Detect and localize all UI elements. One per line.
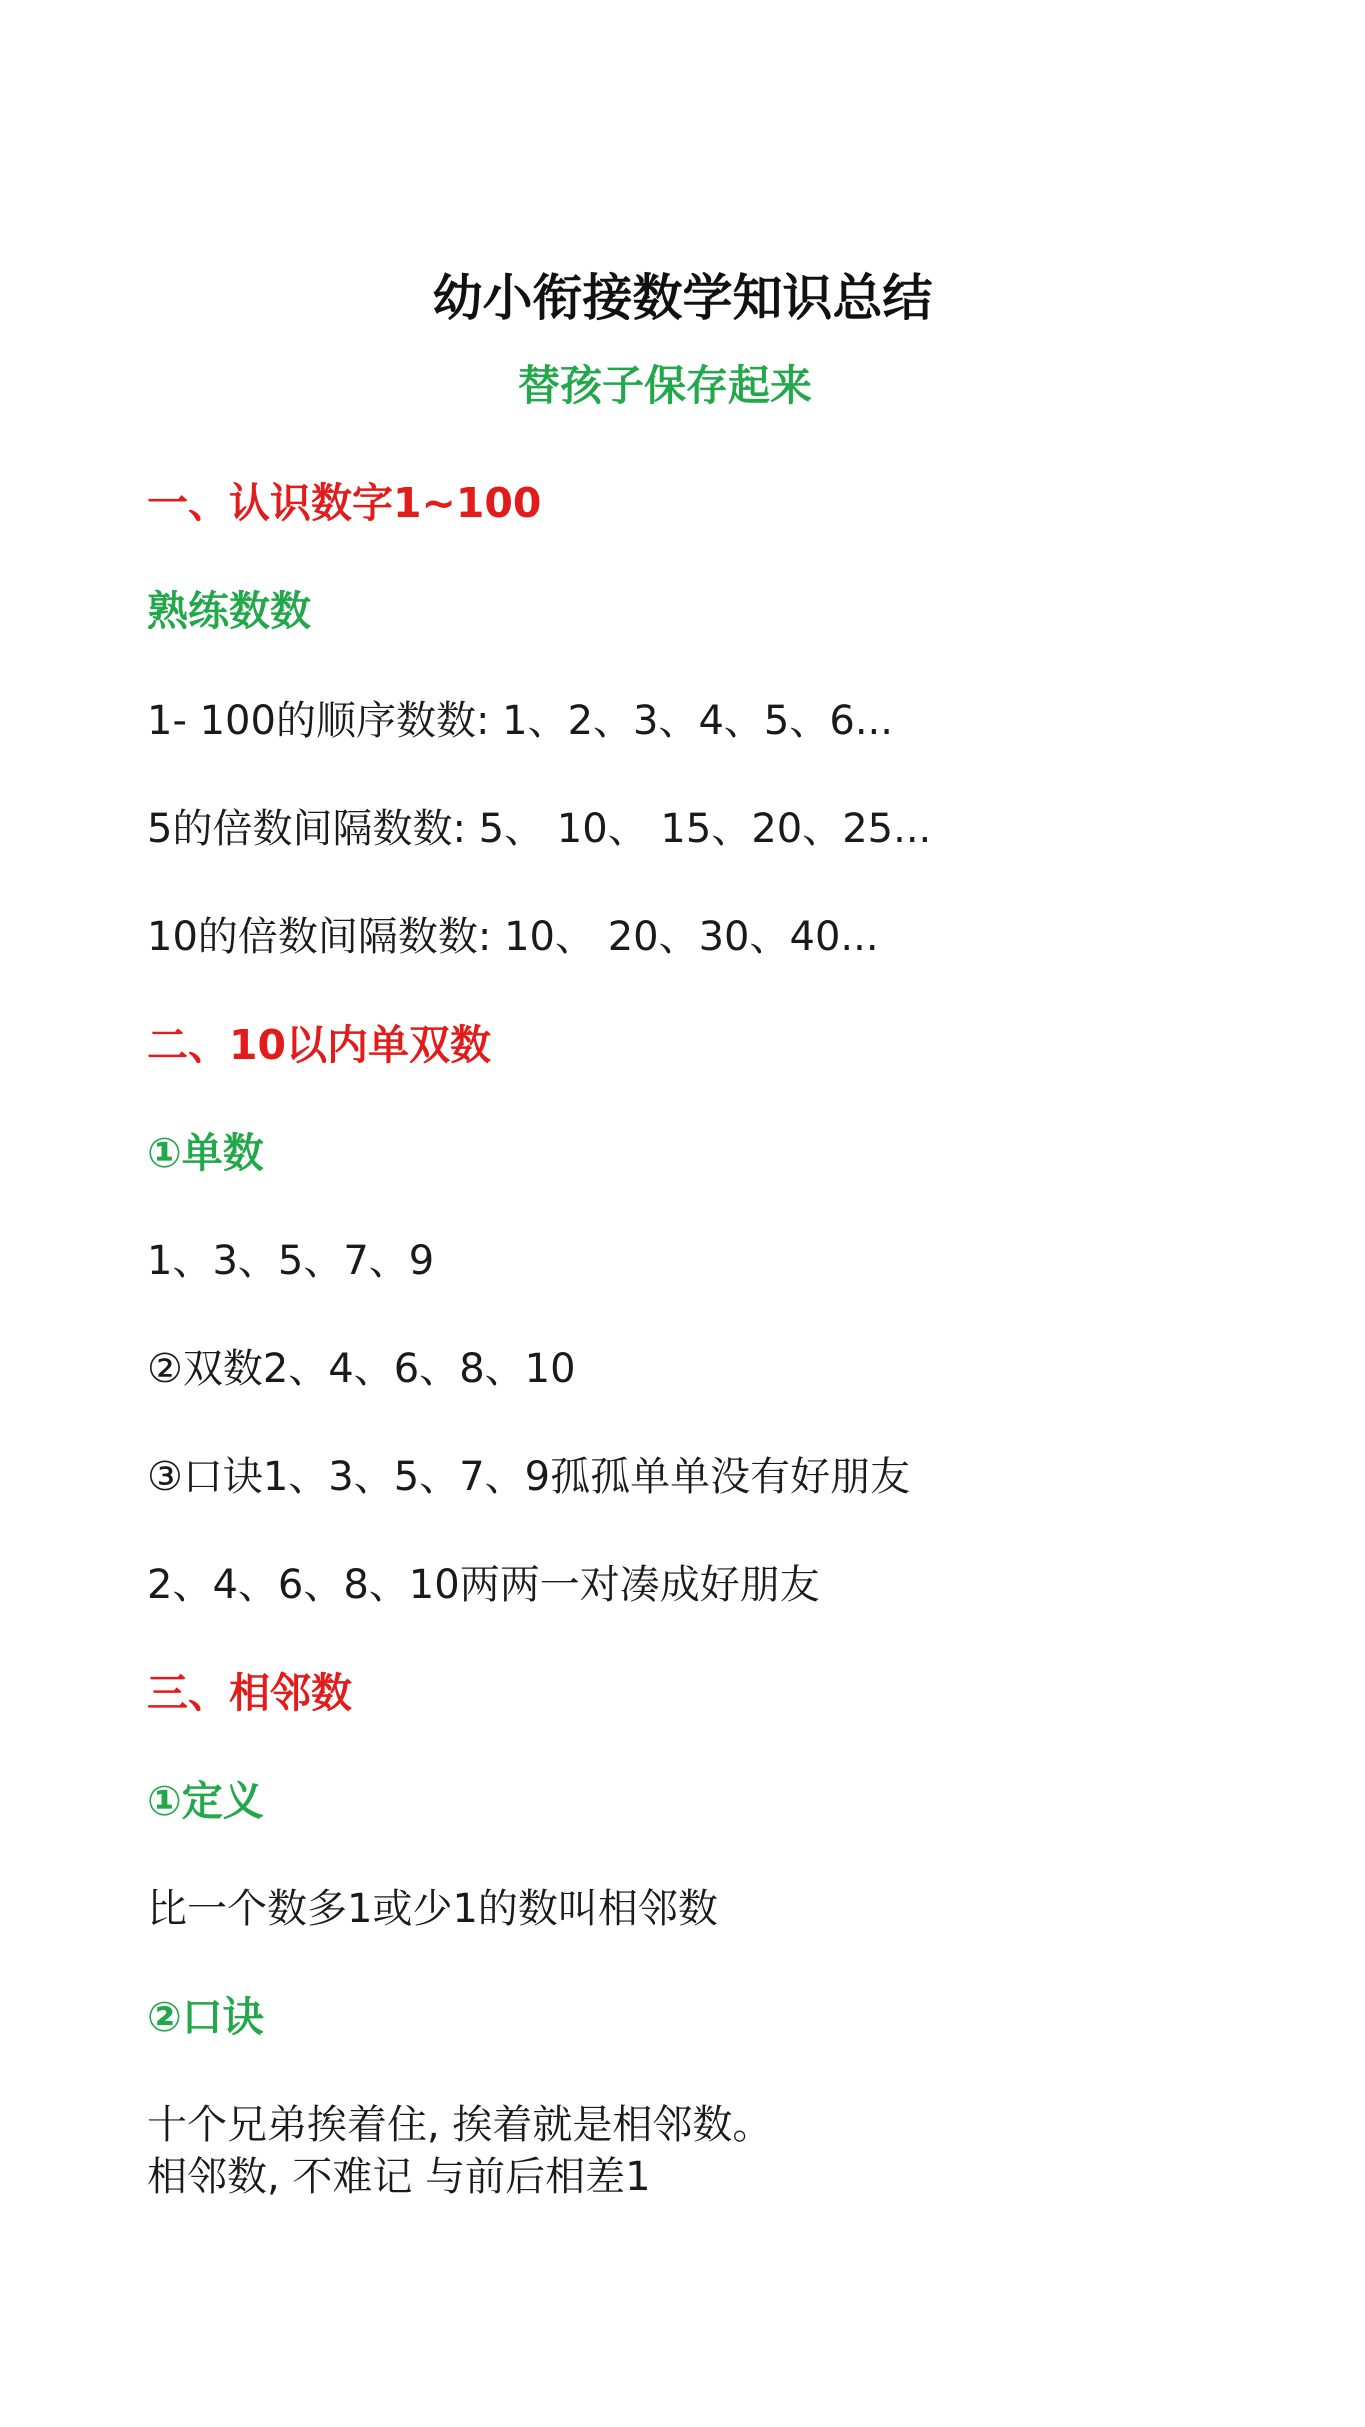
- section-2-line-2: ②双数2、4、6、8、10: [147, 1346, 576, 1392]
- section-1-subheading: 熟练数数: [147, 587, 311, 635]
- page-title: 幼小衔接数学知识总结: [432, 269, 933, 327]
- section-3-rhyme-line-1: 十个兄弟挨着住, 挨着就是相邻数。: [147, 2102, 773, 2148]
- section-2-line-4: 2、4、6、8、10两两一对凑成好朋友: [147, 1562, 820, 1608]
- section-1-heading: 一、认识数字1~100: [147, 479, 542, 527]
- section-3-rhyme-line-2: 相邻数, 不难记 与前后相差1: [147, 2154, 651, 2200]
- section-1-line-2: 5的倍数间隔数数: 5、 10、 15、20、25...: [147, 806, 932, 852]
- section-3-definition-heading: ①定义: [147, 1777, 264, 1825]
- section-2-subheading: ①单数: [147, 1129, 264, 1177]
- section-2-line-3: ③口诀1、3、5、7、9孤孤单单没有好朋友: [147, 1454, 911, 1500]
- section-2-heading: 二、10以内单双数: [147, 1021, 492, 1069]
- section-3-rhyme-heading: ②口诀: [147, 1993, 264, 2041]
- section-3-definition-text: 比一个数多1或少1的数叫相邻数: [147, 1886, 718, 1932]
- section-1-line-1: 1- 100的顺序数数: 1、2、3、4、5、6...: [147, 698, 893, 744]
- page-subtitle: 替孩子保存起来: [517, 361, 812, 410]
- section-3-heading: 三、相邻数: [147, 1669, 352, 1717]
- section-1-line-3: 10的倍数间隔数数: 10、 20、30、40...: [147, 914, 879, 960]
- section-2-line-1: 1、3、5、7、9: [147, 1238, 435, 1284]
